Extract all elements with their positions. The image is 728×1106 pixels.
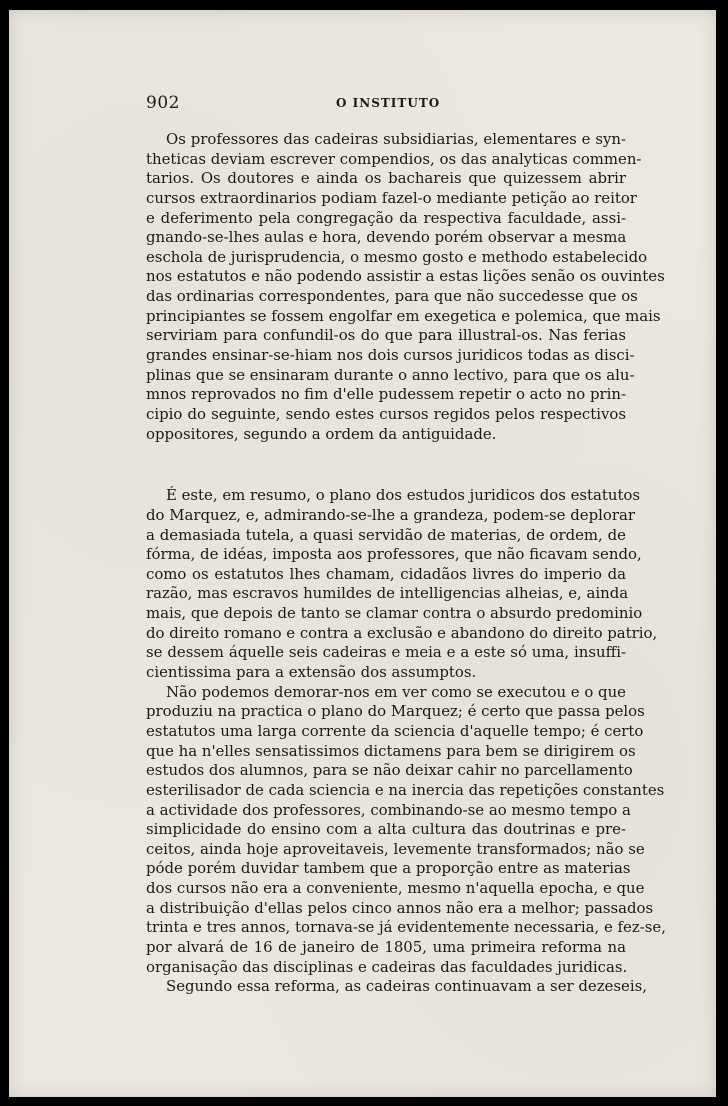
- text-line: por alvará de 16 de janeiro de 1805, uma primeira reforma na: [146, 937, 626, 956]
- text-line: estudos dos alumnos, para se não deixar cahir no parcellamento: [146, 761, 633, 780]
- paragraph-1: [146, 130, 665, 444]
- text-line: trinta e tres annos, tornava-se já evidentemente necessaria, e fez-se,: [146, 918, 666, 937]
- text-line: gnando-se-lhes aulas e hora, devendo porém observar a mesma: [146, 228, 627, 247]
- text-line: eschola de jurisprudencia, o mesmo gosto e methodo estabelecido: [146, 247, 648, 266]
- text-line: dos cursos não era a conveniente, mesmo n'aquella epocha, e que: [146, 879, 645, 898]
- text-line: serviriam para confundil-os do que para illustral-os. Nas ferias: [146, 326, 626, 345]
- text-line: simplicidade do ensino com a alta cultura das doutrinas e pre-: [146, 820, 626, 839]
- text-line: cientissima para a extensão dos assumptos.: [146, 663, 477, 682]
- text-line: grandes ensinar-se-hiam nos dois cursos juridicos todas as disci-: [146, 346, 635, 365]
- text-line: ceitos, ainda hoje aproveitaveis, levemente transformados; não se: [146, 839, 645, 858]
- text-line: É este, em resumo, o plano dos estudos juridicos dos estatutos: [166, 486, 641, 505]
- text-line: que ha n'elles sensatissimos dictamens para bem se dirigirem os: [146, 741, 636, 760]
- text-line: Os professores das cadeiras subsidiarias, elementares e syn-: [166, 130, 626, 148]
- text-line: mais, que depois de tanto se clamar contra o absurdo predominio: [146, 604, 643, 623]
- paragraph-2: [146, 486, 658, 682]
- text-line: Segundo essa reforma, as cadeiras continuavam a ser dezeseis,: [166, 977, 647, 996]
- text-line: esterilisador de cada sciencia e na inercia das repetições constantes: [146, 780, 665, 799]
- text-line: oppositores, segundo a ordem da antiguidade.: [146, 424, 497, 443]
- paragraph-gap: [146, 444, 626, 486]
- text-line: póde porém duvidar tambem que a proporção entre as materias: [146, 859, 631, 878]
- text-line: a demasiada tutela, a quasi servidão de materias, de ordem, de: [146, 525, 626, 544]
- running-title: O INSTITUTO: [336, 96, 441, 110]
- paragraph-4: [146, 977, 647, 997]
- text-line: do direito romano e contra a exclusão e abandono do direito patrio,: [146, 623, 658, 642]
- text-line: principiantes se fossem engolfar em exegetica e polemica, que mais: [146, 306, 661, 325]
- text-line: razão, mas escravos humildes de intelligencias alheias, e, ainda: [146, 584, 629, 603]
- text-line: theticas deviam escrever compendios, os das analyticas commen-: [146, 149, 642, 168]
- text-line: tarios. Os doutores e ainda os bachareis que quizessem abrir: [146, 169, 626, 188]
- text-line: e deferimento pela congregação da respectiva faculdade, assi-: [146, 208, 626, 227]
- text-line: produziu na practica o plano do Marquez; é certo que passa pelos: [146, 702, 645, 721]
- text-line: nos estatutos e não podendo assistir a estas lições senão os ouvintes: [146, 267, 665, 286]
- text-line: das ordinarias correspondentes, para que não succedesse que os: [146, 287, 638, 306]
- text-line: estatutos uma larga corrente da sciencia d'aquelle tempo; é certo: [146, 721, 644, 740]
- page-number: 902: [146, 93, 180, 113]
- text-line: fórma, de idéas, imposta aos professores, que não ficavam sendo,: [146, 545, 642, 564]
- text-line: plinas que se ensinaram durante o anno lectivo, para que os alu-: [146, 365, 635, 384]
- paragraph-3: [146, 682, 666, 978]
- page-body: [146, 130, 666, 997]
- text-line: cursos extraordinarios podiam fazel-o mediante petição ao reitor: [146, 188, 637, 207]
- page-header: [146, 93, 626, 115]
- text-line: como os estatutos lhes chamam, cidadãos livres do imperio da: [146, 564, 626, 583]
- text-line: Não podemos demorar-nos em ver como se executou e o que: [166, 682, 626, 701]
- text-line: mnos reprovados no fim d'elle pudessem repetir o acto no prin-: [146, 385, 626, 404]
- text-line: a actividade dos professores, combinando-se ao mesmo tempo a: [146, 800, 631, 819]
- text-line: cipio do seguinte, sendo estes cursos regidos pelos respectivos: [146, 404, 626, 423]
- text-line: do Marquez, e, admirando-se-lhe a grandeza, podem-se deplorar: [146, 505, 635, 524]
- text-line: se dessem áquelle seis cadeiras e meia e a este só uma, insuffi-: [146, 643, 626, 662]
- text-line: a distribuição d'ellas pelos cinco annos não era a melhor; passados: [146, 898, 654, 917]
- text-line: organisação das disciplinas e cadeiras das faculdades juridicas.: [146, 957, 628, 976]
